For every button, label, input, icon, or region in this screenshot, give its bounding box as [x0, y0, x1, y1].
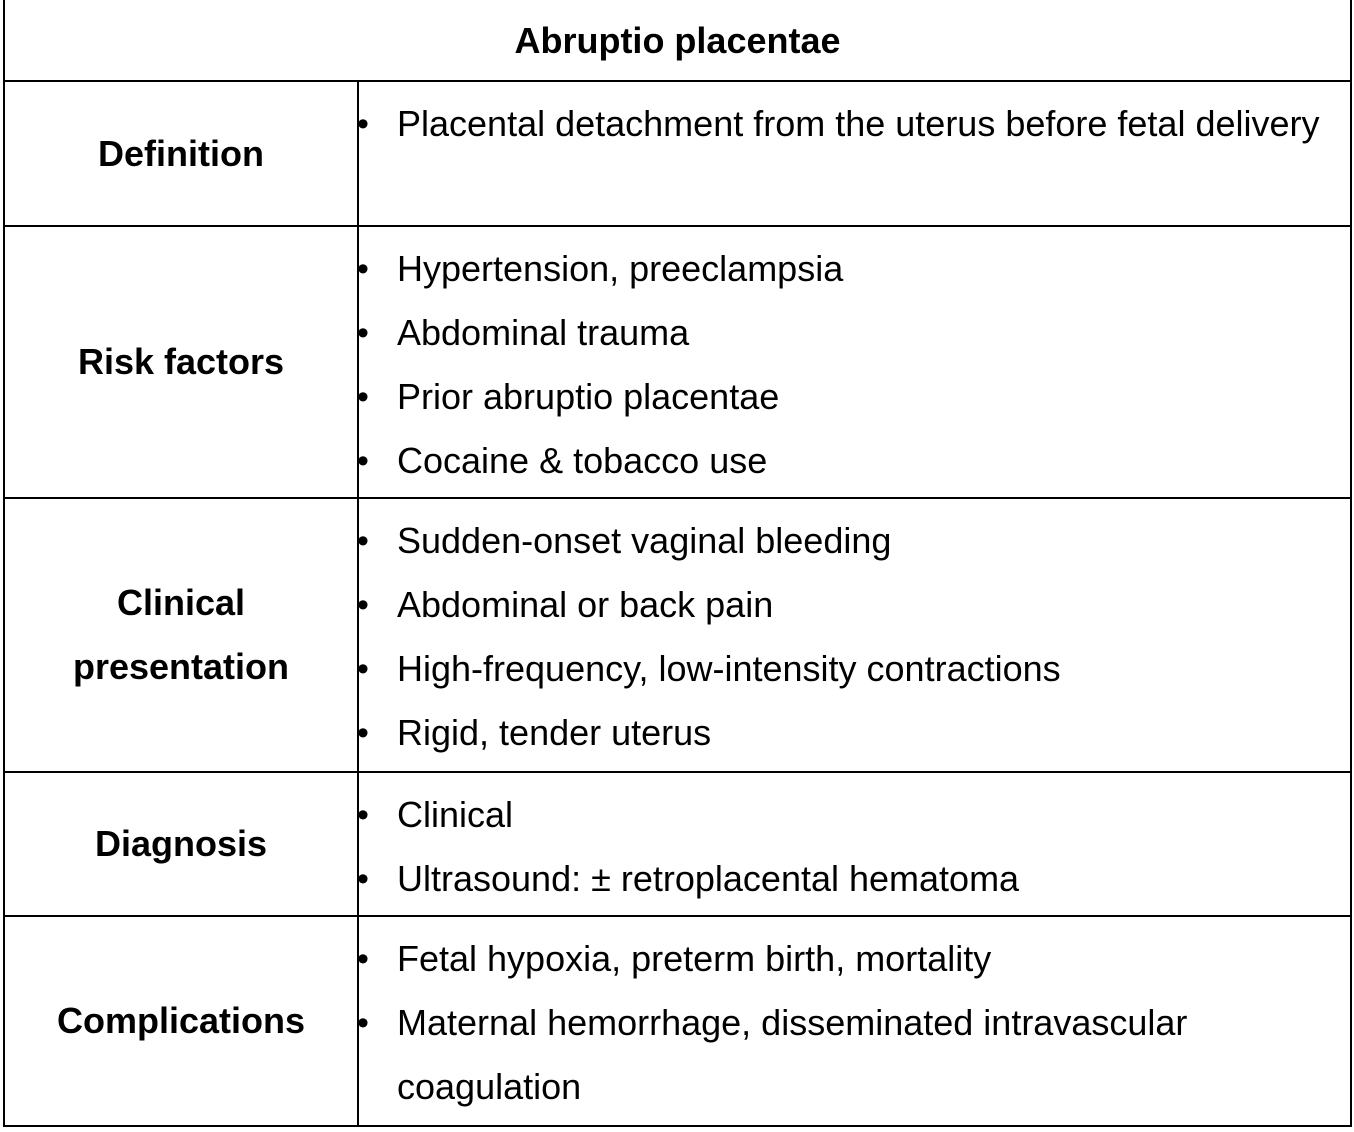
row-content: [359, 499, 1350, 771]
table-row-clinical-presentation: [5, 499, 1350, 773]
list-item: • Rigid, tender uterus: [359, 701, 1330, 765]
list-item: • Hypertension, preeclampsia: [359, 237, 1330, 301]
row-label: Complications: [5, 917, 359, 1125]
row-content: [359, 773, 1350, 915]
row-content: [359, 82, 1350, 225]
row-label: Definition: [5, 82, 359, 225]
row-label: Risk factors: [5, 227, 359, 497]
table-row-diagnosis: [5, 773, 1350, 917]
row-content: [359, 917, 1350, 1125]
list-item: • Ultrasound: ± retroplacental hematoma: [359, 847, 1330, 911]
row-label: Diagnosis: [5, 773, 359, 915]
row-content: [359, 227, 1350, 497]
list-item: • Abdominal trauma: [359, 301, 1330, 365]
list-item: • Placental detachment from the uterus before fetal delivery: [359, 92, 1330, 156]
table-row-definition: [5, 82, 1350, 227]
list-item: • Prior abruptio placentae: [359, 365, 1330, 429]
row-label-text: Clinical presentation: [72, 582, 290, 687]
table-title: Abruptio placentae: [5, 0, 1350, 82]
list-item: • Maternal hemorrhage, disseminated intravascular coagulation: [359, 991, 1330, 1119]
list-item: • Abdominal or back pain: [359, 573, 1330, 637]
list-item: • Cocaine & tobacco use: [359, 429, 1330, 493]
table-row-complications: [5, 917, 1350, 1125]
row-label: [5, 499, 359, 771]
list-item: • Clinical: [359, 783, 1330, 847]
list-item: • High-frequency, low-intensity contractions: [359, 637, 1330, 701]
list-item: • Sudden-onset vaginal bleeding: [359, 509, 1330, 573]
list-item: • Fetal hypoxia, preterm birth, mortality: [359, 927, 1330, 991]
abruptio-placentae-table: [3, 0, 1352, 1127]
table-row-risk-factors: [5, 227, 1350, 499]
